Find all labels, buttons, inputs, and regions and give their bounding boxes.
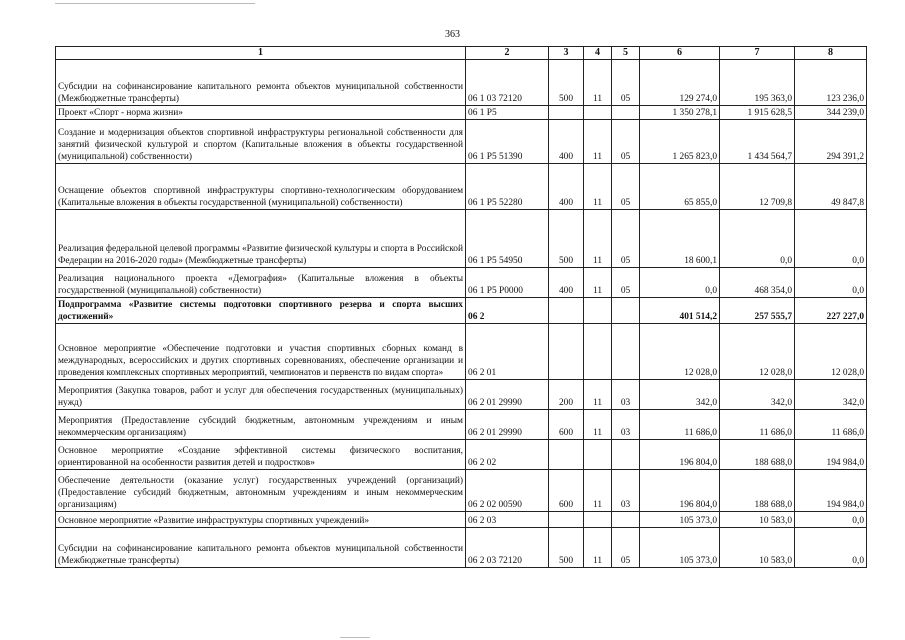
row-amount-col7: 12 028,0 bbox=[720, 324, 795, 380]
scan-edge-line bbox=[55, 3, 255, 4]
row-subsection bbox=[612, 440, 640, 470]
row-amount-col8: 0,0 bbox=[795, 512, 867, 528]
row-name: Оснащение объектов спортивной инфраструктуры спортивно-технологическим оборудованием (Капитальные вложения в объекты государственной (муниципальной) собственности) bbox=[56, 164, 466, 210]
row-type-code bbox=[549, 298, 584, 324]
row-name: Проект «Спорт - норма жизни» bbox=[56, 106, 466, 120]
row-amount-col6: 1 265 823,0 bbox=[640, 120, 720, 164]
table-body bbox=[56, 60, 867, 568]
row-section: 11 bbox=[584, 210, 612, 268]
row-amount-col8: 194 984,0 bbox=[795, 470, 867, 512]
table-row bbox=[56, 298, 867, 324]
table-row bbox=[56, 60, 867, 106]
row-code: 06 1 P5 51390 bbox=[466, 120, 549, 164]
row-amount-col6: 12 028,0 bbox=[640, 324, 720, 380]
row-code: 06 2 03 bbox=[466, 512, 549, 528]
row-subsection: 05 bbox=[612, 164, 640, 210]
row-type-code: 600 bbox=[549, 470, 584, 512]
row-subsection: 03 bbox=[612, 470, 640, 512]
row-amount-col8: 49 847,8 bbox=[795, 164, 867, 210]
row-amount-col7: 257 555,7 bbox=[720, 298, 795, 324]
column-header: 7 bbox=[720, 47, 795, 60]
row-amount-col6: 0,0 bbox=[640, 268, 720, 298]
row-amount-col6: 401 514,2 bbox=[640, 298, 720, 324]
table-row bbox=[56, 106, 867, 120]
row-amount-col8: 0,0 bbox=[795, 210, 867, 268]
row-type-code: 500 bbox=[549, 210, 584, 268]
row-section bbox=[584, 440, 612, 470]
row-amount-col7: 188 688,0 bbox=[720, 470, 795, 512]
table-row bbox=[56, 512, 867, 528]
row-section: 11 bbox=[584, 60, 612, 106]
scan-edge-line bbox=[340, 637, 370, 638]
row-amount-col8: 123 236,0 bbox=[795, 60, 867, 106]
row-amount-col8: 344 239,0 bbox=[795, 106, 867, 120]
row-section: 11 bbox=[584, 380, 612, 410]
row-type-code: 400 bbox=[549, 120, 584, 164]
row-name: Мероприятия (Закупка товаров, работ и услуг для обеспечения государственных (муниципальных) нужд) bbox=[56, 380, 466, 410]
row-section: 11 bbox=[584, 410, 612, 440]
row-amount-col8: 0,0 bbox=[795, 268, 867, 298]
table-row bbox=[56, 164, 867, 210]
row-amount-col7: 10 583,0 bbox=[720, 528, 795, 568]
row-code: 06 2 01 bbox=[466, 324, 549, 380]
column-header: 8 bbox=[795, 47, 867, 60]
row-section bbox=[584, 512, 612, 528]
table-row bbox=[56, 120, 867, 164]
row-code: 06 2 02 bbox=[466, 440, 549, 470]
row-name: Подпрограмма «Развитие системы подготовки спортивного резерва и спорта высших достижений» bbox=[56, 298, 466, 324]
row-amount-col8: 12 028,0 bbox=[795, 324, 867, 380]
row-subsection: 03 bbox=[612, 380, 640, 410]
row-code: 06 1 P5 P0000 bbox=[466, 268, 549, 298]
row-amount-col7: 188 688,0 bbox=[720, 440, 795, 470]
row-amount-col7: 11 686,0 bbox=[720, 410, 795, 440]
row-name: Субсидии на софинансирование капитального ремонта объектов муниципальной собственности (Межбюджетные трансферты) bbox=[56, 60, 466, 106]
column-header: 2 bbox=[466, 47, 549, 60]
row-code: 06 1 03 72120 bbox=[466, 60, 549, 106]
row-amount-col6: 1 350 278,1 bbox=[640, 106, 720, 120]
row-name: Субсидии на софинансирование капитального ремонта объектов муниципальной собственности (Межбюджетные трансферты) bbox=[56, 528, 466, 568]
row-subsection: 05 bbox=[612, 60, 640, 106]
row-subsection bbox=[612, 106, 640, 120]
column-header: 4 bbox=[584, 47, 612, 60]
row-amount-col7: 1 915 628,5 bbox=[720, 106, 795, 120]
row-name: Основное мероприятие «Создание эффективной системы физического воспитания, ориентированной на особенности развития детей и подростков» bbox=[56, 440, 466, 470]
table-row bbox=[56, 268, 867, 298]
row-amount-col6: 196 804,0 bbox=[640, 440, 720, 470]
row-amount-col8: 294 391,2 bbox=[795, 120, 867, 164]
row-code: 06 2 01 29990 bbox=[466, 380, 549, 410]
row-code: 06 1 P5 54950 bbox=[466, 210, 549, 268]
row-code: 06 2 01 29990 bbox=[466, 410, 549, 440]
row-name: Реализация федеральной целевой программы «Развитие физической культуры и спорта в Российской Федерации на 2016-2020 годы» (Межбюджетные трансферты) bbox=[56, 210, 466, 268]
table-row bbox=[56, 324, 867, 380]
row-amount-col7: 342,0 bbox=[720, 380, 795, 410]
row-type-code: 500 bbox=[549, 528, 584, 568]
row-subsection: 05 bbox=[612, 268, 640, 298]
row-name: Основное мероприятие «Развитие инфраструктуры спортивных учреждений» bbox=[56, 512, 466, 528]
column-header: 5 bbox=[612, 47, 640, 60]
row-type-code bbox=[549, 512, 584, 528]
row-section: 11 bbox=[584, 164, 612, 210]
row-amount-col7: 0,0 bbox=[720, 210, 795, 268]
row-section: 11 bbox=[584, 120, 612, 164]
row-amount-col7: 468 354,0 bbox=[720, 268, 795, 298]
row-subsection: 05 bbox=[612, 210, 640, 268]
row-name: Создание и модернизация объектов спортивной инфраструктуры региональной собственности для занятий физической культурой и спортом (Капитальные вложения в объекты государственной (муниципальной) собственности) bbox=[56, 120, 466, 164]
row-amount-col8: 11 686,0 bbox=[795, 410, 867, 440]
row-code: 06 2 bbox=[466, 298, 549, 324]
row-section: 11 bbox=[584, 268, 612, 298]
row-type-code: 200 bbox=[549, 380, 584, 410]
header-row bbox=[56, 47, 867, 60]
row-subsection: 05 bbox=[612, 120, 640, 164]
row-subsection bbox=[612, 324, 640, 380]
row-amount-col6: 18 600,1 bbox=[640, 210, 720, 268]
table-row bbox=[56, 528, 867, 568]
row-code: 06 1 P5 52280 bbox=[466, 164, 549, 210]
table-row bbox=[56, 410, 867, 440]
row-type-code bbox=[549, 440, 584, 470]
column-header: 6 bbox=[640, 47, 720, 60]
row-type-code: 600 bbox=[549, 410, 584, 440]
row-code: 06 2 03 72120 bbox=[466, 528, 549, 568]
row-type-code bbox=[549, 106, 584, 120]
row-amount-col8: 342,0 bbox=[795, 380, 867, 410]
row-amount-col7: 195 363,0 bbox=[720, 60, 795, 106]
row-amount-col6: 65 855,0 bbox=[640, 164, 720, 210]
table-row bbox=[56, 380, 867, 410]
row-type-code: 500 bbox=[549, 60, 584, 106]
row-amount-col6: 11 686,0 bbox=[640, 410, 720, 440]
row-name: Обеспечение деятельности (оказание услуг) государственных учреждений (организаций) (Предоставление субсидий бюджетным, автономным учреждениям и иным некоммерческим организациям) bbox=[56, 470, 466, 512]
row-name: Основное мероприятие «Обеспечение подготовки и участия спортивных сборных команд в международных, всероссийских и других спортивных соревнованиях, обеспечение организации и проведения комплексных спортивных мероприятий, чемпионатов и первенств по видам спорта» bbox=[56, 324, 466, 380]
row-subsection bbox=[612, 298, 640, 324]
row-amount-col6: 196 804,0 bbox=[640, 470, 720, 512]
column-header: 3 bbox=[549, 47, 584, 60]
row-type-code: 400 bbox=[549, 268, 584, 298]
row-amount-col6: 105 373,0 bbox=[640, 528, 720, 568]
row-subsection: 05 bbox=[612, 528, 640, 568]
row-amount-col8: 0,0 bbox=[795, 528, 867, 568]
row-name: Мероприятия (Предоставление субсидий бюджетным, автономным учреждениям и иным некоммерческим организациям) bbox=[56, 410, 466, 440]
row-type-code: 400 bbox=[549, 164, 584, 210]
row-subsection: 03 bbox=[612, 410, 640, 440]
page-number: 363 bbox=[445, 29, 460, 40]
row-section bbox=[584, 324, 612, 380]
column-header: 1 bbox=[56, 47, 466, 60]
row-subsection bbox=[612, 512, 640, 528]
row-code: 06 2 02 00590 bbox=[466, 470, 549, 512]
table-row bbox=[56, 470, 867, 512]
budget-table bbox=[55, 46, 867, 568]
row-amount-col8: 227 227,0 bbox=[795, 298, 867, 324]
row-section: 11 bbox=[584, 528, 612, 568]
row-section bbox=[584, 106, 612, 120]
row-amount-col7: 1 434 564,7 bbox=[720, 120, 795, 164]
row-type-code bbox=[549, 324, 584, 380]
row-amount-col8: 194 984,0 bbox=[795, 440, 867, 470]
row-amount-col7: 10 583,0 bbox=[720, 512, 795, 528]
row-name: Реализация национального проекта «Демография» (Капитальные вложения в объекты государственной (муниципальной) собственности) bbox=[56, 268, 466, 298]
table-row bbox=[56, 210, 867, 268]
row-amount-col6: 342,0 bbox=[640, 380, 720, 410]
row-amount-col6: 105 373,0 bbox=[640, 512, 720, 528]
row-amount-col6: 129 274,0 bbox=[640, 60, 720, 106]
table-row bbox=[56, 440, 867, 470]
row-code: 06 1 P5 bbox=[466, 106, 549, 120]
row-amount-col7: 12 709,8 bbox=[720, 164, 795, 210]
row-section: 11 bbox=[584, 470, 612, 512]
row-section bbox=[584, 298, 612, 324]
